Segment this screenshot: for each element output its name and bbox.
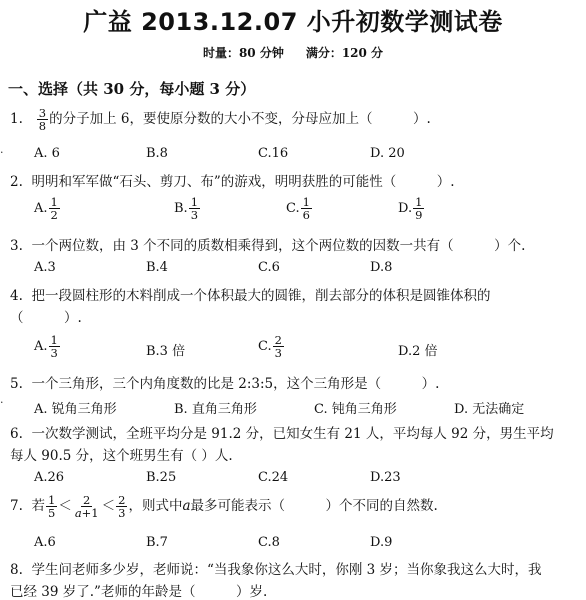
option-c[interactable]: C.8 [258, 535, 280, 550]
option-b[interactable]: B.25 [146, 470, 177, 485]
option-c[interactable]: C. 钝角三角形 [314, 402, 397, 417]
question-7: 7. 若 $\frac{1}{5}$ ＜ $\frac{2}{a+1}$ ＜ $\frac{2}{3}$ ，则式中a最多可能表示（ ）个不同的自然数. [10, 493, 438, 520]
margin-mark: · [0, 396, 4, 409]
page-title: 广益 2013.12.07 小升初数学测试卷 [83, 8, 503, 36]
option-a[interactable]: A.26 [34, 470, 65, 485]
fraction: $\frac{2}{3}$ [118, 493, 126, 520]
option-a[interactable]: A. 锐角三角形 [34, 402, 117, 417]
fraction: $\frac{2}{a+1}$ [74, 493, 99, 520]
fraction: $\frac{3}{8}$ [38, 106, 47, 133]
question-8: 8. 学生问老师多少岁，老师说：“当我象你这么大时，你刚 3 岁；当你象我这么大时，我 [10, 562, 542, 578]
option-d[interactable]: D. 20 [370, 146, 405, 161]
option-b[interactable]: B. $\frac{1}{3}$ [174, 195, 199, 222]
option-a[interactable]: A.6 [34, 535, 56, 550]
option-a[interactable]: A. $\frac{1}{2}$ [34, 195, 58, 222]
section-heading: 一、选择（共 30 分，每小题 3 分） [8, 80, 256, 98]
question-1: 1. $\frac{3}{8}$ 的分子加上 6，要使原分数的大小不变，分母应加上（ ）. [10, 106, 431, 133]
question-6-cont: 每人 90.5 分，这个班男生有（ ）人. [10, 448, 233, 464]
question-2: 2. 明明和军军做“石头、剪刀、布”的游戏，明明获胜的可能性（ ）. [10, 174, 455, 190]
option-c[interactable]: C. $\frac{2}{3}$ [258, 333, 282, 360]
question-8-cont: 已经 39 岁了.”老师的年龄是（ ）岁. [10, 584, 268, 600]
fraction: $\frac{1}{5}$ [47, 493, 56, 520]
option-b[interactable]: B.3 倍 [146, 344, 186, 359]
option-b[interactable]: B.7 [146, 535, 168, 550]
full-score: 满分：120 分 [305, 46, 384, 60]
option-d[interactable]: D.9 [370, 535, 393, 550]
option-a[interactable]: A.3 [34, 260, 56, 275]
option-b[interactable]: B. 直角三角形 [174, 402, 257, 417]
option-c[interactable]: C.16 [258, 146, 289, 161]
option-a[interactable]: A. 6 [34, 146, 60, 161]
option-d[interactable]: D.23 [370, 470, 401, 485]
option-d[interactable]: D.2 倍 [398, 344, 438, 359]
question-5: 5. 一个三角形，三个内角度数的比是 2:3:5，这个三角形是（ ）. [10, 376, 440, 392]
option-b[interactable]: B.8 [146, 146, 168, 161]
option-d[interactable]: D. 无法确定 [454, 402, 525, 417]
option-a[interactable]: A. $\frac{1}{3}$ [34, 333, 58, 360]
question-3: 3. 一个两位数，由 3 个不同的质数相乘得到，这个两位数的因数一共有（ ）个. [10, 238, 526, 254]
option-c[interactable]: C. $\frac{1}{6}$ [286, 195, 310, 222]
exam-info [0, 44, 586, 61]
question-6: 6. 一次数学测试，全班平均分是 91.2 分，已知女生有 21 人，平均每人 92 分，男生平均 [10, 426, 554, 442]
question-4: 4. 把一段圆柱形的木料削成一个体积最大的圆锥，削去部分的体积是圆锥体积的 [10, 288, 491, 304]
option-d[interactable]: D. $\frac{1}{9}$ [398, 195, 423, 222]
option-b[interactable]: B.4 [146, 260, 168, 275]
time-limit: 时量：80 分钟 [202, 46, 284, 60]
option-d[interactable]: D.8 [370, 260, 393, 275]
question-4-cont: （ ）. [10, 310, 82, 326]
margin-mark: · [0, 146, 4, 159]
option-c[interactable]: C.24 [258, 470, 289, 485]
option-c[interactable]: C.6 [258, 260, 280, 275]
